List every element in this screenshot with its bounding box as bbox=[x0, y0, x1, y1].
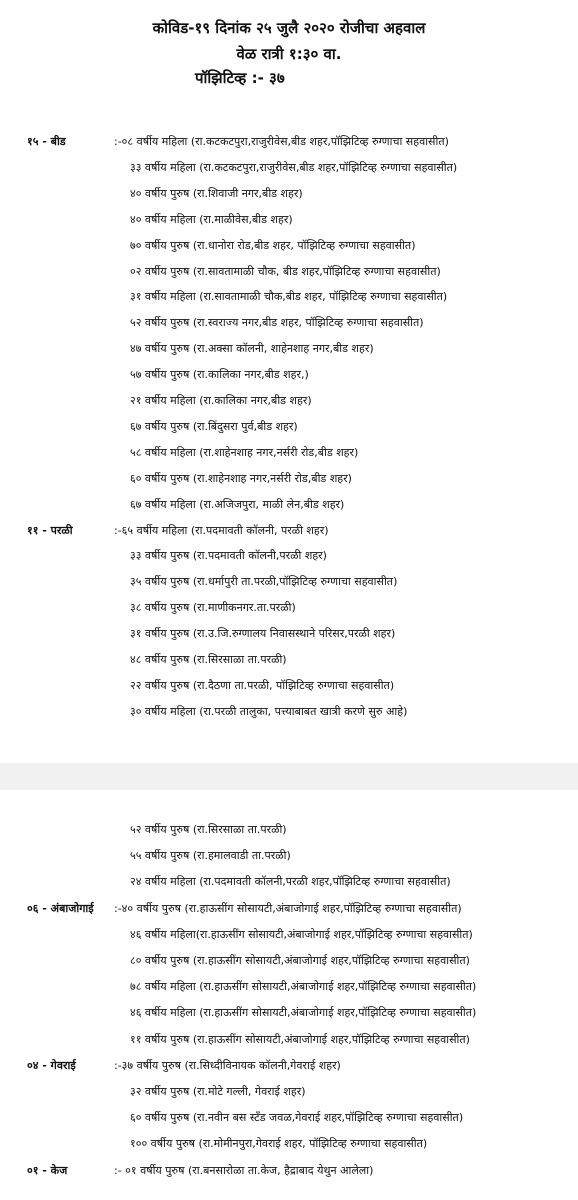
case-entry: २४ वर्षीय महिला (रा.पदमावती कॉलनी,परळी शहर,पॉझिटिव्ह रुग्णाचा सहवासीत) bbox=[130, 875, 451, 888]
case-entry: :-६५ वर्षीय महिला (रा.पदमावती कॉलनी, परळी शहर) bbox=[114, 524, 329, 537]
case-entry: ४८ वर्षीय पुरुष (रा.सिरसाळा ता.परळी) bbox=[130, 653, 287, 666]
case-entry: :-३७ वर्षीय पुरुष (रा.सिध्दीविनायक कॉलनी,गेवराई शहर) bbox=[114, 1059, 341, 1072]
case-entry: ३८ वर्षीय पुरुष (रा.माणीकनगर.ता.परळी) bbox=[130, 601, 296, 614]
district-label: १५ - बीड bbox=[27, 135, 66, 148]
case-entry: ४० वर्षीय पुरुष (रा.शिवाजी नगर,बीड शहर) bbox=[130, 187, 303, 200]
case-entry: :- ०१ वर्षीय पुरुष (रा.बनसारोळा ता.केज, हैद्राबाद येथुन आलेला) bbox=[114, 1164, 374, 1177]
case-entry: ६० वर्षीय पुरुष (रा.नवीन बस स्टँड जवळ,गेवराई शहर,पॉझिटिव्ह रुग्णाचा सहवासीत) bbox=[130, 1111, 464, 1124]
case-entry: ३३ वर्षीय महिला (रा.कटकटपुरा,राजुरीवेस,बीड शहर,पॉझिटिव्ह रुग्णाचा सहवासीत) bbox=[130, 161, 458, 174]
case-entry: ६० वर्षीय पुरुष (रा.शाहेनशाह नगर,नर्सरी रोड,बीड शहर) bbox=[130, 472, 352, 485]
case-entry: ५८ वर्षीय महिला (रा.शाहेनशाह नगर,नर्सरी रोड,बीड शहर) bbox=[130, 446, 359, 459]
case-entry: ३१ वर्षीय महिला (रा.सावतामाळी चौक,बीड शहर, पॉझिटिव्ह रुग्णाचा सहवासीत) bbox=[130, 290, 448, 303]
district-label: ११ - परळी bbox=[27, 524, 73, 537]
case-entry: २१ वर्षीय महिला (रा.कालिका नगर,बीड शहर) bbox=[130, 394, 312, 407]
case-entry: ४६ वर्षीय महिला(रा.हाऊसींग सोसायटी,अंबाजोगाई शहर,पॉझिटिव्ह रुग्णाचा सहवासीत) bbox=[130, 928, 473, 941]
case-entry: ५२ वर्षीय पुरुष (रा.सिरसाळा ता.परळी) bbox=[130, 823, 287, 836]
case-entry: ६७ वर्षीय पुरुष (रा.बिंदुसरा पुर्व,बीड शहर) bbox=[130, 420, 298, 433]
case-entry: ७० वर्षीय पुरुष (रा.धानोरा रोड,बीड शहर, पॉझिटिव्ह रुग्णाचा सहवासीत) bbox=[130, 239, 416, 252]
case-entry: ३१ वर्षीय पुरुष (रा.उ.जि.रुग्णालय निवासस्थाने परिसर,परळी शहर) bbox=[130, 627, 396, 640]
case-entry: ४० वर्षीय महिला (रा.माळीवेस,बीड शहर) bbox=[130, 213, 293, 226]
case-entry: ५७ वर्षीय पुरुष (रा.कालिका नगर,बीड शहर,) bbox=[130, 368, 309, 381]
case-entry: ११ वर्षीय पुरुष (रा.हाऊसींग सोसायटी,अंबाजोगाई शहर,पॉझिटिव्ह रुग्णाचा सहवासीत) bbox=[130, 1033, 470, 1046]
page-separator bbox=[0, 763, 578, 790]
case-entry: ५२ वर्षीय पुरुष (रा.स्वराज्य नगर,बीड शहर, पॉझिटिव्ह रुग्णाचा सहवासीत) bbox=[130, 316, 424, 329]
positive-count: पॉझिटिव्ह :- ३७ bbox=[195, 69, 285, 87]
district-label: ०६ - अंबाजोगाई bbox=[27, 902, 94, 915]
report-time: वेळ रात्री १:३० वा. bbox=[236, 45, 342, 63]
case-entry: :-४० वर्षीय पुरुष (रा.हाऊसींग सोसायटी,अंबाजोगाई शहर,पॉझिटिव्ह रुग्णाचा सहवासीत) bbox=[114, 902, 462, 915]
case-entry: ६७ वर्षीय महिला (रा.अजिजपुरा, माळी लेन,बीड शहर) bbox=[130, 498, 345, 511]
report-title: कोविड-१९ दिनांक २५ जुलै २०२० रोजीचा अहवाल bbox=[152, 19, 426, 37]
district-label: ०१ - केज bbox=[27, 1164, 68, 1177]
case-entry: ८० वर्षीय पुरुष (रा.हाऊसींग सोसायटी,अंबाजोगाई शहर,पॉझिटिव्ह रुग्णाचा सहवासीत) bbox=[130, 954, 470, 967]
case-entry: ४६ वर्षीय महिला (रा.हाऊसींग सोसायटी,अंबाजोगाई शहर,पॉझिटिव्ह रुग्णाचा सहवासीत) bbox=[130, 1006, 477, 1019]
case-entry: ५५ वर्षीय पुरुष (रा.हमालवाडी ता.परळी) bbox=[130, 849, 291, 862]
case-entry: :-०८ वर्षीय महिला (रा.कटकटपुरा,राजुरीवेस,बीड शहर,पॉझिटिव्ह रुग्णाचा सहवासीत) bbox=[114, 135, 449, 148]
case-entry: ०२ वर्षीय पुरुष (रा.सावतामाळी चौक, बीड शहर,पॉझिटिव्ह रुग्णाचा सहवासीत) bbox=[130, 265, 441, 278]
case-entry: ३३ वर्षीय पुरुष (रा.पदमावती कॉलनी,परळी शहर) bbox=[130, 549, 327, 562]
case-entry: १०० वर्षीय पुरुष (रा.मोमीनपुरा,गेवराई शहर, पॉझिटिव्ह रुग्णाचा सहवासीत) bbox=[130, 1137, 428, 1150]
case-entry: ३० वर्षीय महिला (रा.परळी तालुका, पत्त्याबाबत खात्री करणे सुरु आहे) bbox=[130, 705, 408, 718]
case-entry: ७८ वर्षीय महिला (रा.हाऊसींग सोसायटी,अंबाजोगाई शहर,पॉझिटिव्ह रुग्णाचा सहवासीत) bbox=[130, 980, 477, 993]
case-entry: २२ वर्षीय पुरुष (रा.दैठणा ता.परळी, पॉझिटिव्ह रुग्णाचा सहवासीत) bbox=[130, 679, 395, 692]
case-entry: ३२ वर्षीय पुरुष (रा.मोटे गल्ली, गेवराई शहर) bbox=[130, 1085, 306, 1098]
district-label: ०४ - गेवराई bbox=[27, 1059, 76, 1072]
case-entry: ३५ वर्षीय पुरुष (रा.धर्मापुरी ता.परळी,पॉझिटिव्ह रुग्णाचा सहवासीत) bbox=[130, 575, 398, 588]
case-entry: ४७ वर्षीय पुरुष (रा.अक्सा कॉलनी, शाहेनशाह नगर,बीड शहर) bbox=[130, 342, 374, 355]
